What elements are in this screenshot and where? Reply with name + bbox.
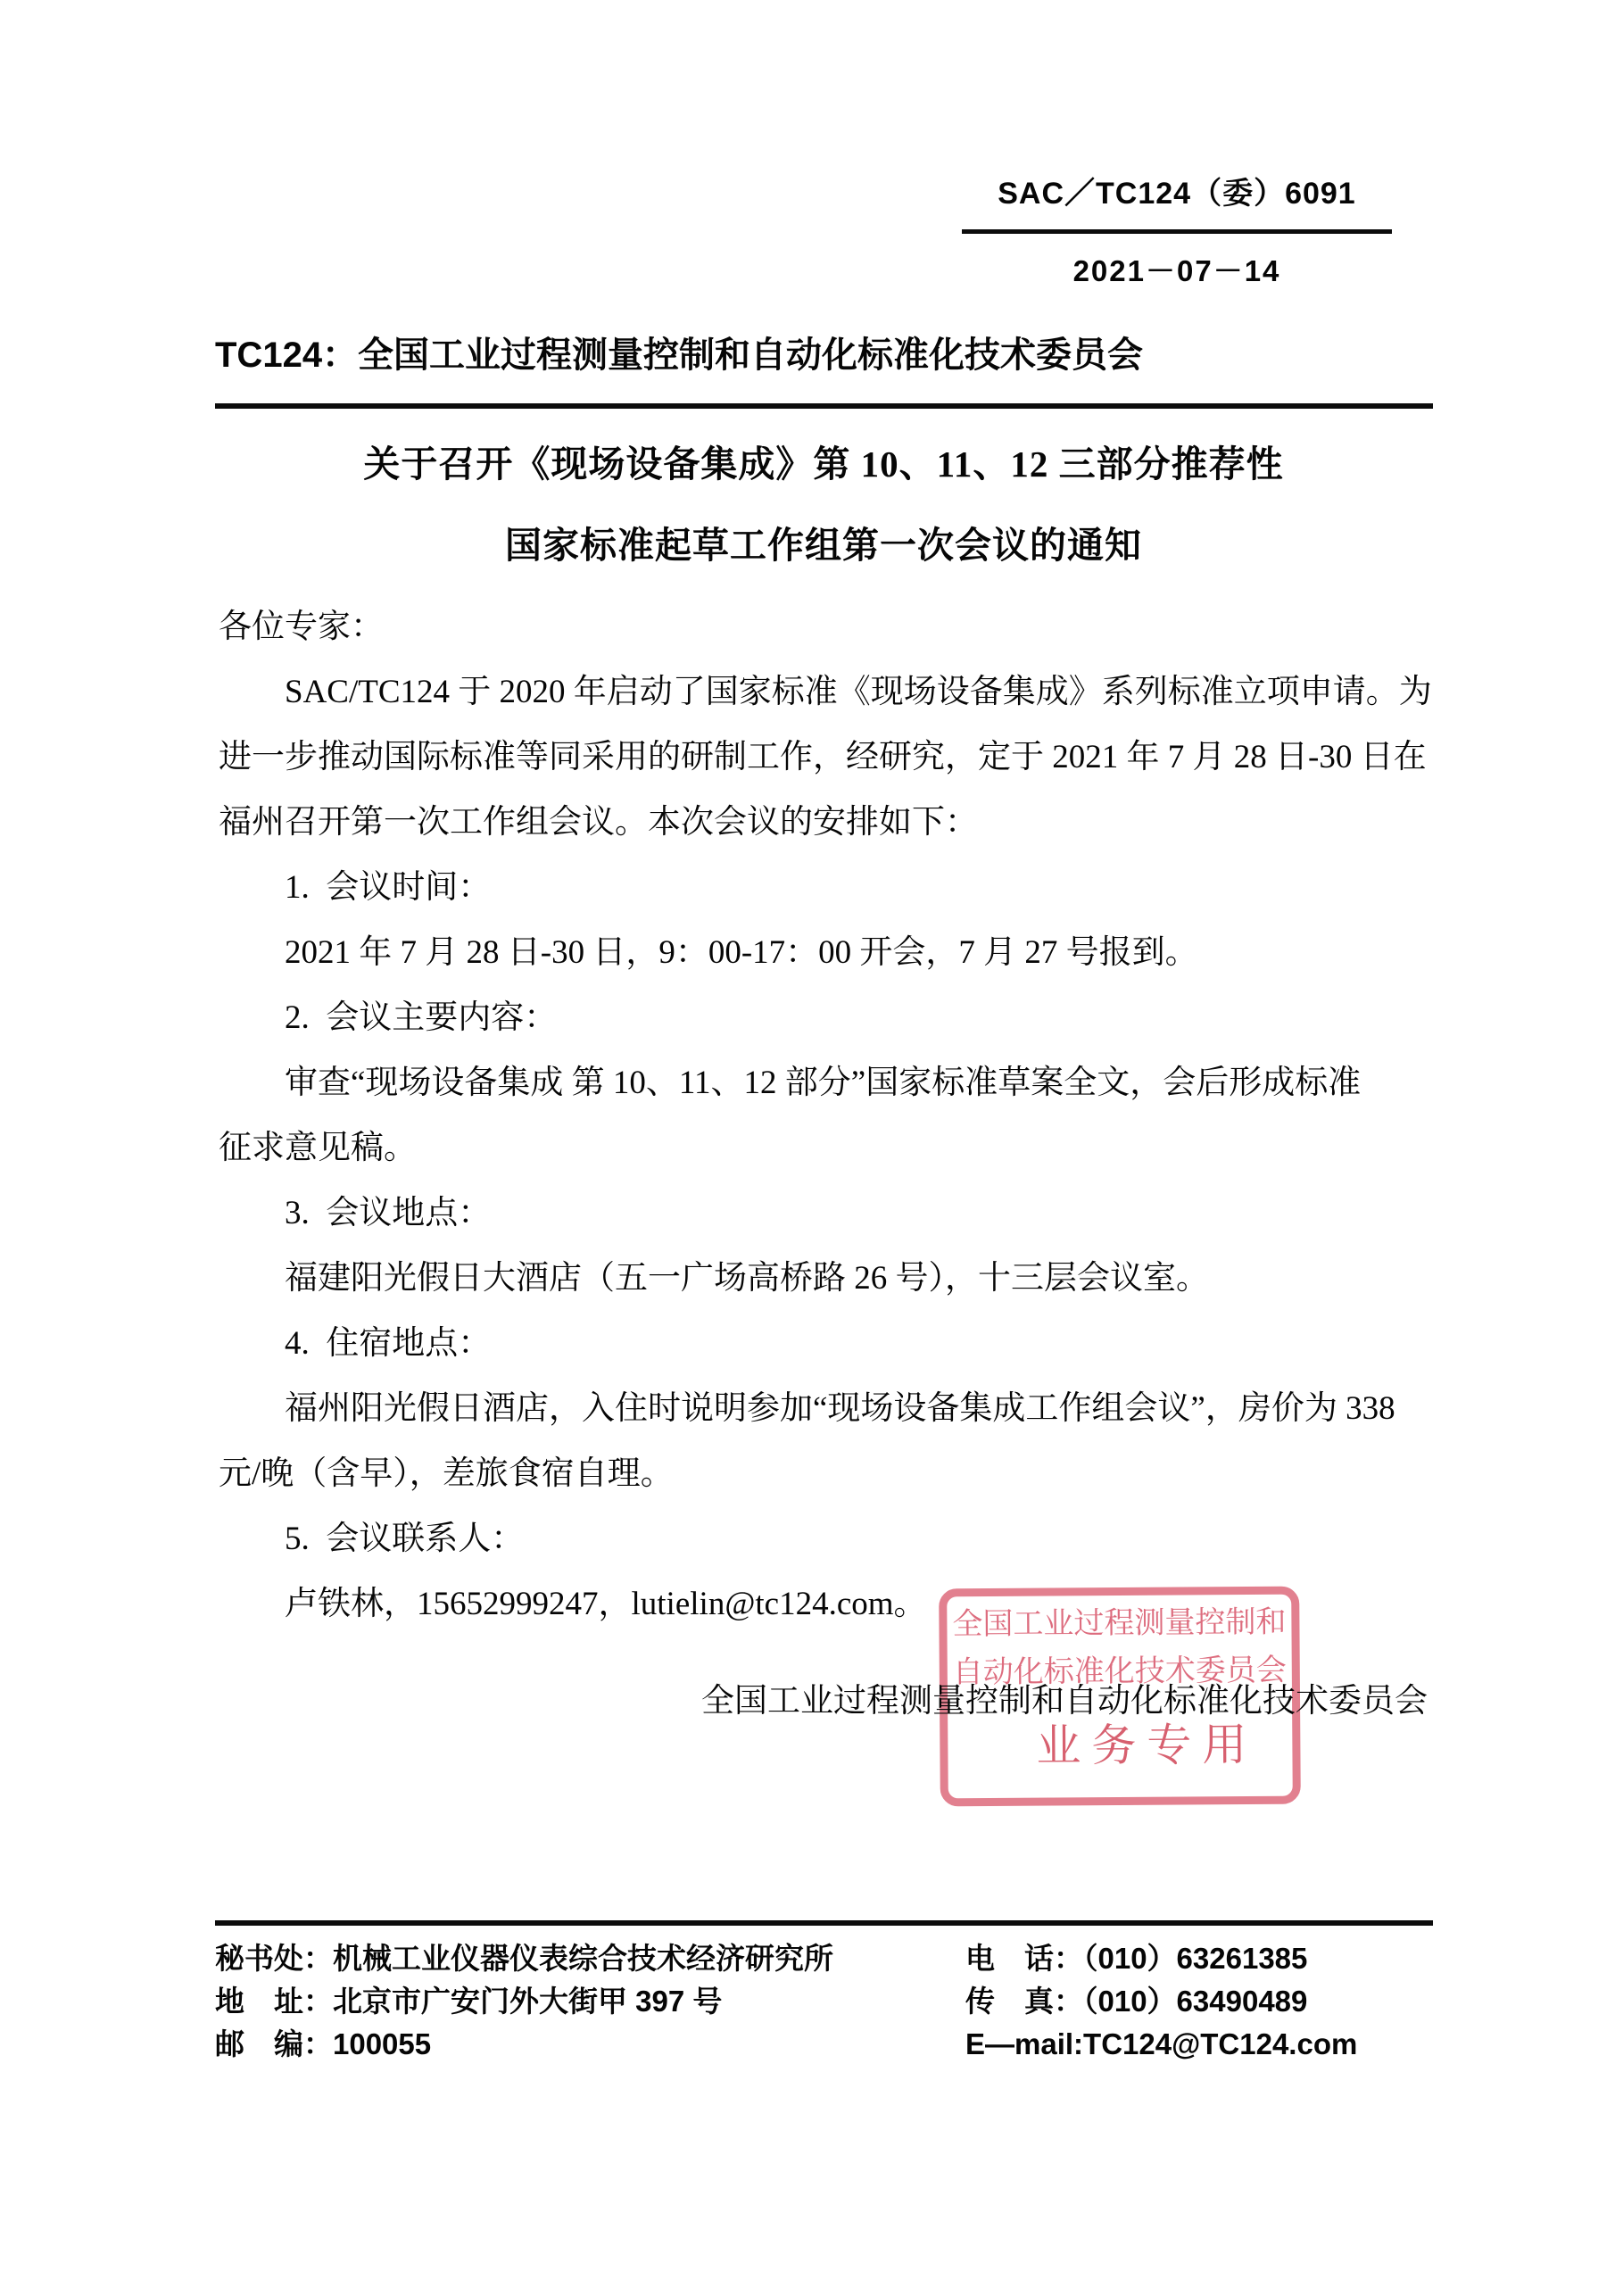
footer-divider-rule	[215, 1920, 1433, 1926]
committee-name-line: TC124：全国工业过程测量控制和自动化标准化技术委员会	[215, 336, 1144, 375]
body-line: 元/晚（含早），差旅食宿自理。	[219, 1455, 674, 1492]
footer-fax: 传 真：（010）63490489	[965, 1985, 1308, 2018]
list-item-3: 3. 会议地点：	[285, 1195, 492, 1231]
body-line: 审查“现场设备集成 第 10、11、12 部分”国家标准草案全文，会后形成标准	[285, 1065, 1362, 1101]
document-number: SAC／TC124（委）6091	[998, 177, 1356, 211]
signing-organization: 全国工业过程测量控制和自动化标准化技术委员会	[701, 1683, 1428, 1720]
contact-line: 卢铁林，15652999247，lutielin@tc124.com。	[285, 1586, 927, 1622]
footer-postcode: 邮 编：100055	[215, 2027, 432, 2060]
body-line: 2021 年 7 月 28 日-30 日，9：00-17：00 开会，7 月 27 号报到。	[285, 934, 1198, 971]
salutation: 各位专家：	[219, 609, 384, 645]
body-line: 进一步推动国际标准等同采用的研制工作，经研究，定于 2021 年 7 月 28 日-30 日在	[219, 739, 1427, 775]
footer-address: 地 址：北京市广安门外大街甲 397 号	[215, 1985, 723, 2018]
stamp-text-line-2: 自动化标准化技术委员会	[952, 1654, 1287, 1690]
body-line: SAC/TC124 于 2020 年启动了国家标准《现场设备集成》系列标准立项申请。为	[285, 674, 1432, 710]
list-item-5: 5. 会议联系人：	[285, 1521, 525, 1557]
issue-date: 2021－07－14	[1072, 254, 1281, 287]
list-item-4: 4. 住宿地点：	[285, 1325, 492, 1362]
header-divider-rule	[215, 403, 1433, 409]
footer-secretariat: 秘书处：机械工业仪器仪表综合技术经济研究所	[215, 1942, 833, 1975]
body-line: 福州召开第一次工作组会议。本次会议的安排如下：	[219, 804, 978, 841]
stamp-text-line-3: 业务专用	[1036, 1719, 1258, 1771]
list-item-2: 2. 会议主要内容：	[285, 999, 558, 1036]
header-underline	[962, 229, 1392, 234]
body-line: 福建阳光假日大酒店（五一广场高桥路 26 号），十三层会议室。	[285, 1260, 1209, 1297]
footer-phone: 电 话：（010）63261385	[965, 1942, 1308, 1975]
document-title-line-2: 国家标准起草工作组第一次会议的通知	[505, 525, 1142, 566]
body-line: 征求意见稿。	[219, 1130, 417, 1166]
document-title-line-1: 关于召开《现场设备集成》第 10、11、12 三部分推荐性	[363, 443, 1284, 485]
list-item-1: 1. 会议时间：	[285, 869, 492, 906]
stamp-text-line-1: 全国工业过程测量控制和	[952, 1605, 1287, 1642]
body-line: 福州阳光假日酒店，入住时说明参加“现场设备集成工作组会议”，房价为 338	[285, 1390, 1395, 1427]
footer-email: E—mail:TC124@TC124.com	[965, 2027, 1358, 2060]
